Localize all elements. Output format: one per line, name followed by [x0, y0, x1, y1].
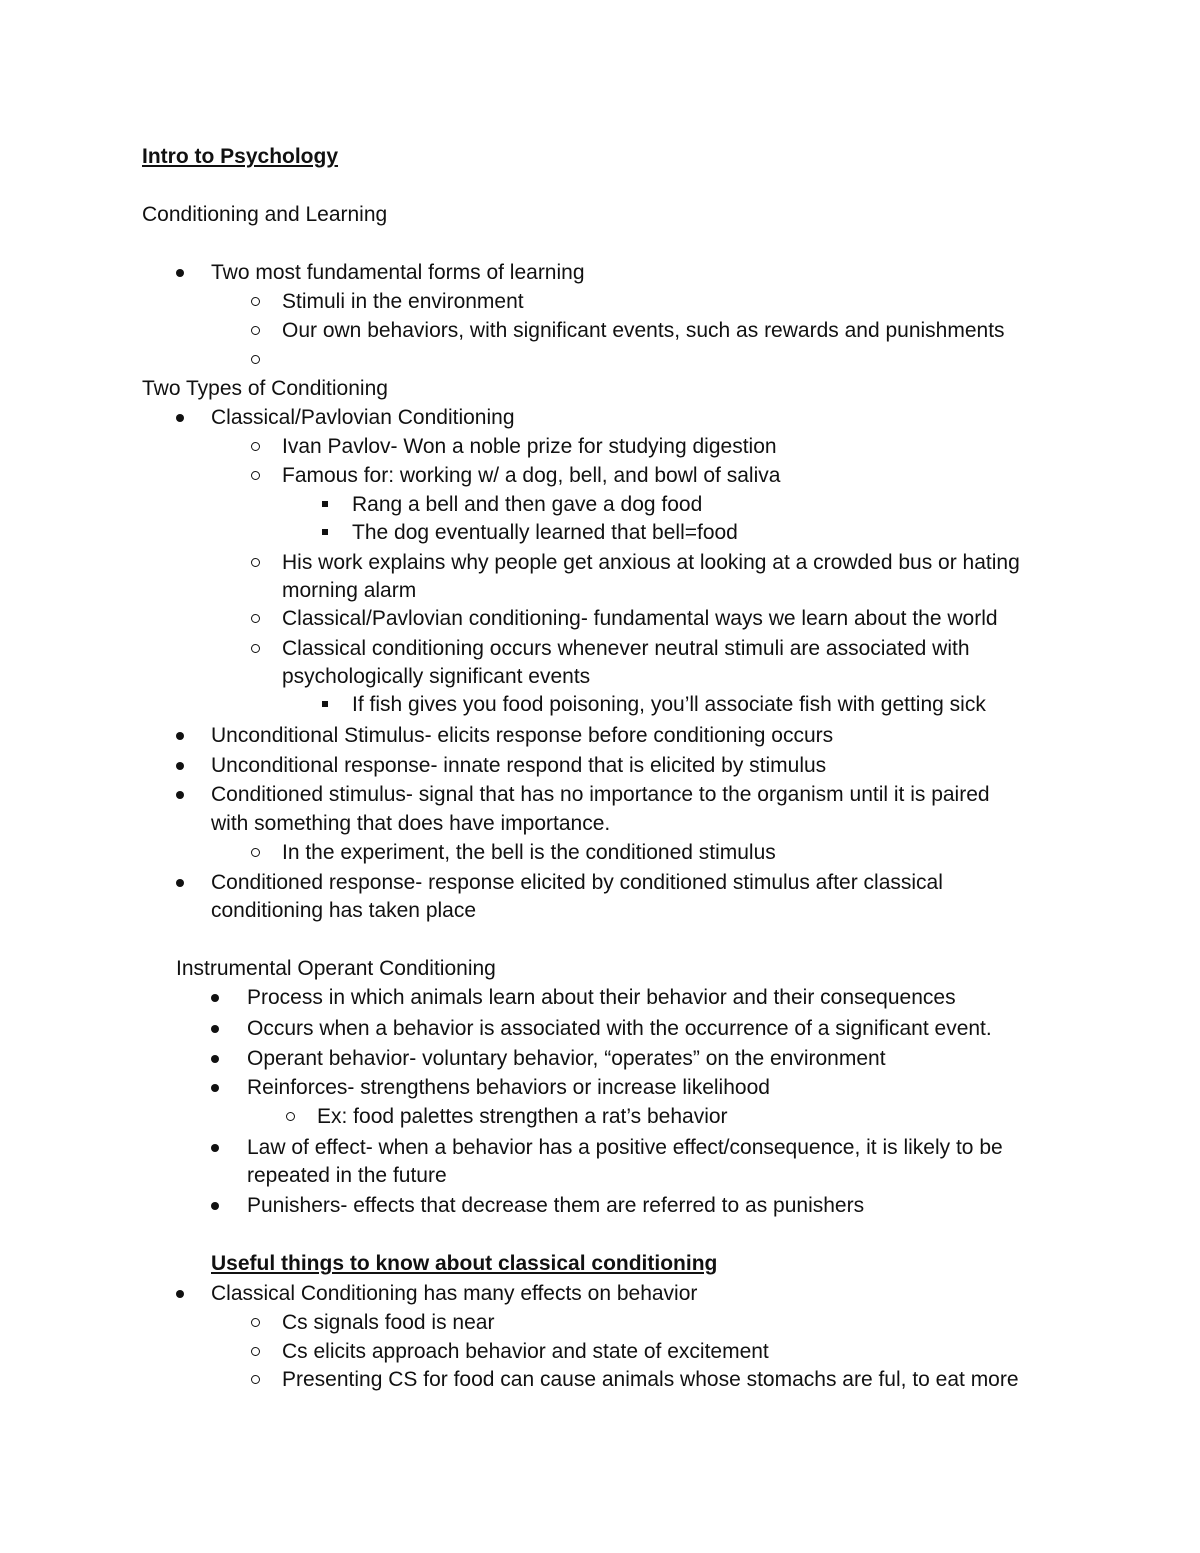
list-item-text: Cs elicits approach behavior and state of excitement	[282, 1340, 769, 1363]
square-bullet-icon	[315, 690, 335, 719]
bullet-icon	[170, 868, 190, 897]
list-item-text: Conditioned response- response elicited by conditioned stimulus after classical	[211, 871, 943, 894]
list-item-text: Cs signals food is near	[282, 1311, 495, 1334]
square-bullet-icon	[315, 518, 335, 547]
list-item-text: Presenting CS for food can cause animals whose stomachs are ful, to eat more	[282, 1368, 1019, 1391]
list-item-text: His work explains why people get anxious at looking at a crowded bus or hating	[282, 551, 1020, 574]
bullet-icon	[205, 1191, 225, 1220]
list-item-text: Ex: food palettes strengthen a rat’s behavior	[317, 1105, 728, 1128]
list-item-text: Classical/Pavlovian conditioning- fundamental ways we learn about the world	[282, 607, 998, 630]
bullet-icon	[205, 983, 225, 1012]
section-heading: Two Types of Conditioning	[142, 377, 388, 400]
doc-title: Intro to Psychology	[142, 145, 339, 168]
circle-bullet-icon	[246, 345, 266, 374]
section-heading: Useful things to know about classical conditioning	[211, 1252, 718, 1275]
list-item-text: with something that does have importance.	[211, 812, 611, 835]
list-item-text: repeated in the future	[247, 1164, 447, 1187]
circle-bullet-icon	[246, 1308, 266, 1337]
list-item-text: Unconditional response- innate respond that is elicited by stimulus	[211, 754, 827, 777]
list-item-text: Unconditional Stimulus- elicits response before conditioning occurs	[211, 724, 834, 747]
bullet-icon	[170, 403, 190, 432]
list-item-text: Classical/Pavlovian Conditioning	[211, 406, 515, 429]
list-item-text: Classical Conditioning has many effects on behavior	[211, 1282, 698, 1305]
list-item-text: The dog eventually learned that bell=food	[352, 521, 738, 544]
section-heading: Instrumental Operant Conditioning	[176, 957, 496, 980]
bullet-icon	[170, 751, 190, 780]
circle-bullet-icon	[246, 461, 266, 490]
circle-bullet-icon	[246, 1365, 266, 1394]
circle-bullet-icon	[281, 1102, 301, 1131]
circle-bullet-icon	[246, 838, 266, 867]
list-item-text: Ivan Pavlov- Won a noble prize for studying digestion	[282, 435, 777, 458]
list-item-text: In the experiment, the bell is the conditioned stimulus	[282, 841, 776, 864]
list-item-text: Process in which animals learn about their behavior and their consequences	[247, 986, 956, 1009]
list-item-text: Famous for: working w/ a dog, bell, and bowl of saliva	[282, 464, 781, 487]
bullet-icon	[170, 721, 190, 750]
bullet-icon	[205, 1073, 225, 1102]
list-item-text: Rang a bell and then gave a dog food	[352, 493, 703, 516]
circle-bullet-icon	[246, 604, 266, 633]
list-item-text: morning alarm	[282, 579, 417, 602]
circle-bullet-icon	[246, 548, 266, 577]
section-heading: Conditioning and Learning	[142, 203, 388, 226]
list-item-text: Reinforces- strengthens behaviors or increase likelihood	[247, 1076, 770, 1099]
bullet-icon	[205, 1044, 225, 1073]
bullet-icon	[205, 1133, 225, 1162]
list-item-text: Operant behavior- voluntary behavior, “operates” on the environment	[247, 1047, 886, 1070]
circle-bullet-icon	[246, 432, 266, 461]
list-item-text: If fish gives you food poisoning, you’ll associate fish with getting sick	[352, 693, 986, 716]
list-item-text: Conditioned stimulus- signal that has no importance to the organism until it is paired	[211, 783, 990, 806]
circle-bullet-icon	[246, 316, 266, 345]
circle-bullet-icon	[246, 287, 266, 316]
bullet-icon	[205, 1014, 225, 1043]
bullet-icon	[170, 258, 190, 287]
list-item-text: Two most fundamental forms of learning	[211, 261, 585, 284]
list-item-text: psychologically significant events	[282, 665, 591, 688]
list-item-text: Stimuli in the environment	[282, 290, 524, 313]
circle-bullet-icon	[246, 1337, 266, 1366]
bullet-icon	[170, 780, 190, 809]
circle-bullet-icon	[246, 634, 266, 663]
list-item-text: Classical conditioning occurs whenever neutral stimuli are associated with	[282, 637, 970, 660]
list-item-text: Our own behaviors, with significant events, such as rewards and punishments	[282, 319, 1005, 342]
list-item-text: Punishers- effects that decrease them are referred to as punishers	[247, 1194, 865, 1217]
list-item-text: conditioning has taken place	[211, 899, 477, 922]
square-bullet-icon	[315, 490, 335, 519]
bullet-icon	[170, 1279, 190, 1308]
list-item-text: Law of effect- when a behavior has a positive effect/consequence, it is likely to be	[247, 1136, 1003, 1159]
list-item-text: Occurs when a behavior is associated with the occurrence of a significant event.	[247, 1017, 992, 1040]
